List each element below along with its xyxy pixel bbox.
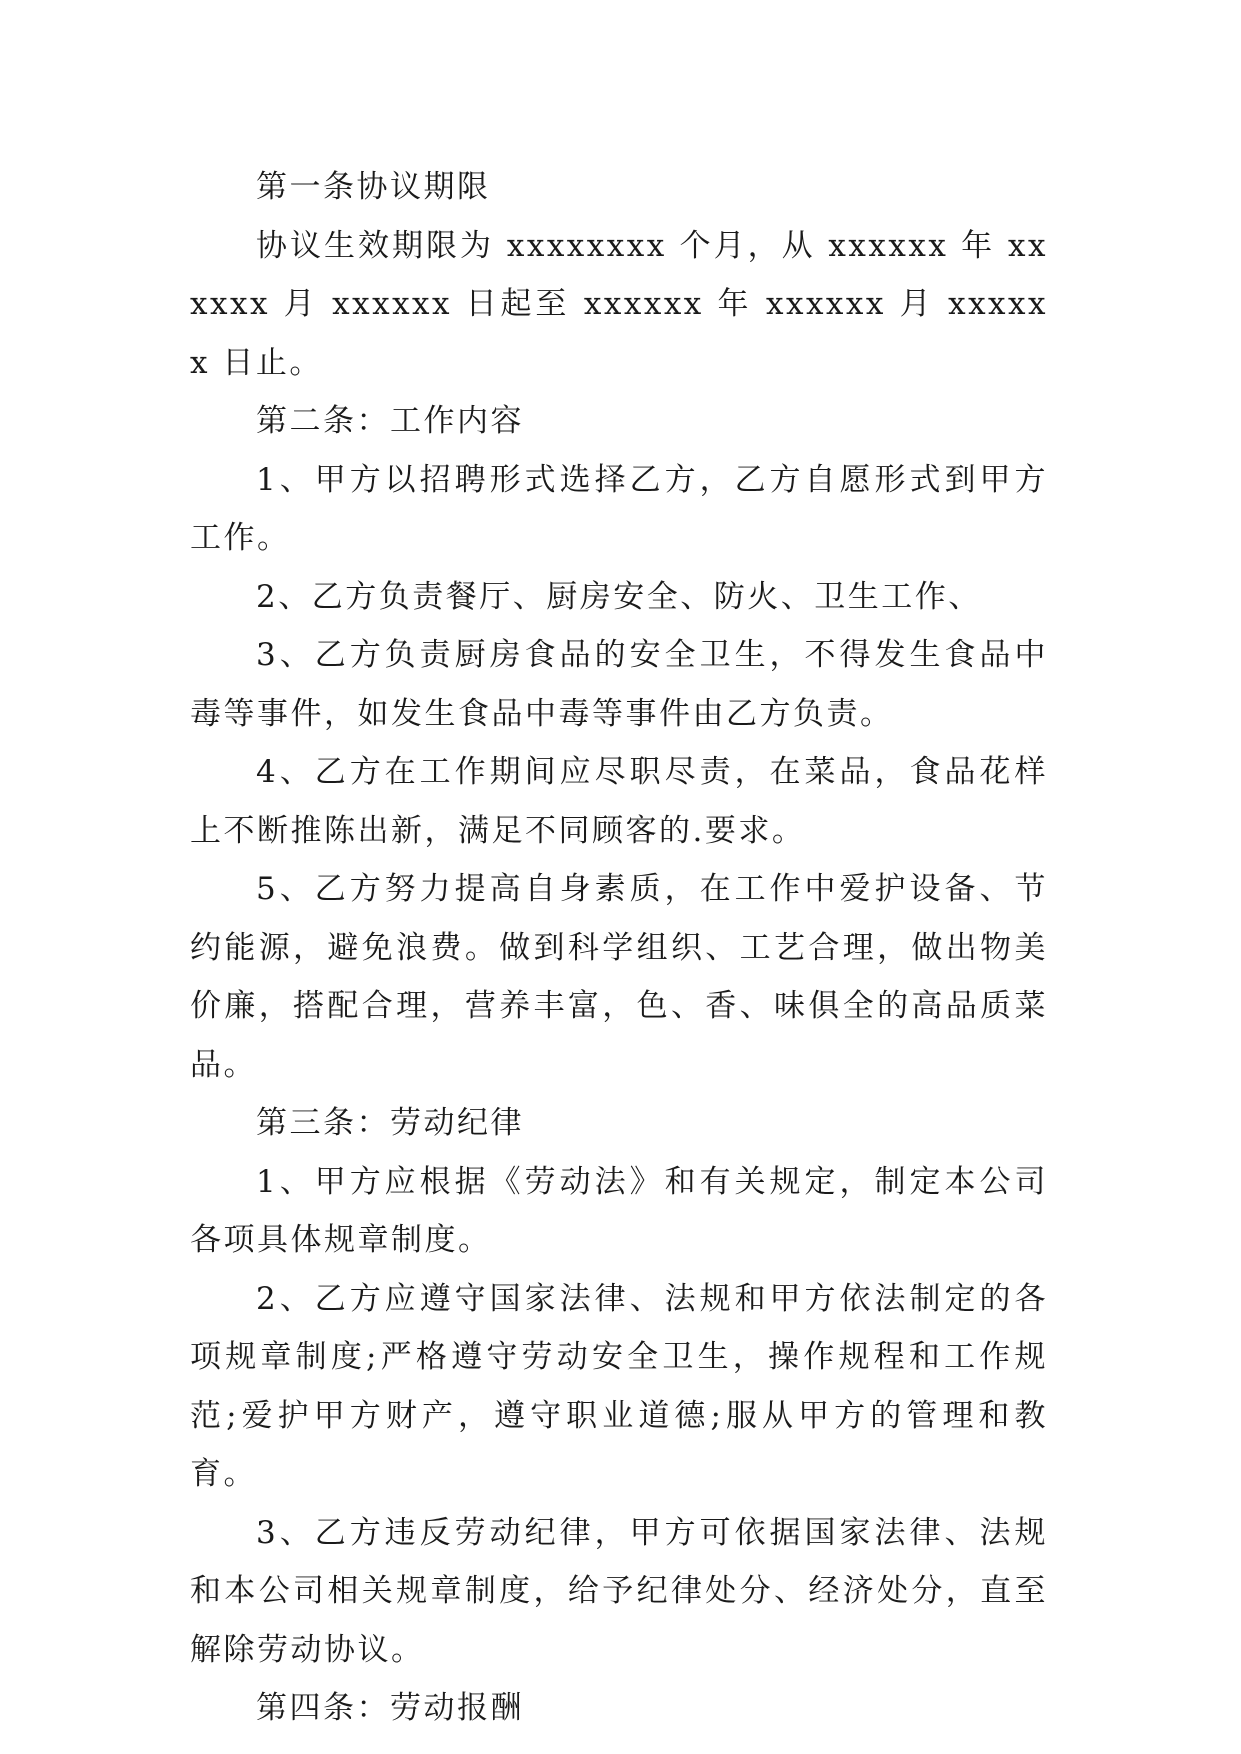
- article-3-item-1: 1、甲方应根据《劳动法》和有关规定，制定本公司各项具体规章制度。: [190, 1163, 1048, 1258]
- article-3-item-3: 3、乙方违反劳动纪律，甲方可依据国家法律、法规和本公司相关规章制度，给予纪律处分、经济处分，直至解除劳动协议。: [190, 1514, 1048, 1668]
- article-3-heading: 第三条：劳动纪律: [256, 1105, 524, 1141]
- article-4-heading: 第四条：劳动报酬: [256, 1690, 524, 1726]
- article-2-item-4: 4、乙方在工作期间应尽职尽责，在菜品，食品花样上不断推陈出新，满足不同顾客的.要求。: [190, 754, 1048, 849]
- article-1-heading: 第一条协议期限: [256, 169, 491, 205]
- article-2-item-3: 3、乙方负责厨房食品的安全卫生，不得发生食品中毒等事件，如发生食品中毒等事件由乙方负责。: [190, 637, 1048, 732]
- article-2-item-1: 1、甲方以招聘形式选择乙方，乙方自愿形式到甲方工作。: [190, 461, 1048, 556]
- article-1-term-text: 协议生效期限为 xxxxxxxx 个月，从 xxxxxx 年 xxxxxx 月 xxxxxx 日起至 xxxxxx 年 xxxxxx 月 xxxxxx 日止。: [190, 227, 1048, 381]
- article-2-item-2: 2、乙方负责餐厅、厨房安全、防火、卫生工作、: [256, 578, 982, 615]
- document-body: [190, 158, 1048, 1738]
- article-3-item-2: 2、乙方应遵守国家法律、法规和甲方依法制定的各项规章制度;严格遵守劳动安全卫生，操作规程和工作规范;爱护甲方财产，遵守职业道德;服从甲方的管理和教育。: [190, 1280, 1048, 1492]
- article-2-item-5: 5、乙方努力提高自身素质，在工作中爱护设备、节约能源，避免浪费。做到科学组织、工艺合理，做出物美价廉，搭配合理，营养丰富，色、香、味俱全的高品质菜品。: [190, 871, 1048, 1083]
- article-2-heading: 第二条：工作内容: [256, 403, 524, 439]
